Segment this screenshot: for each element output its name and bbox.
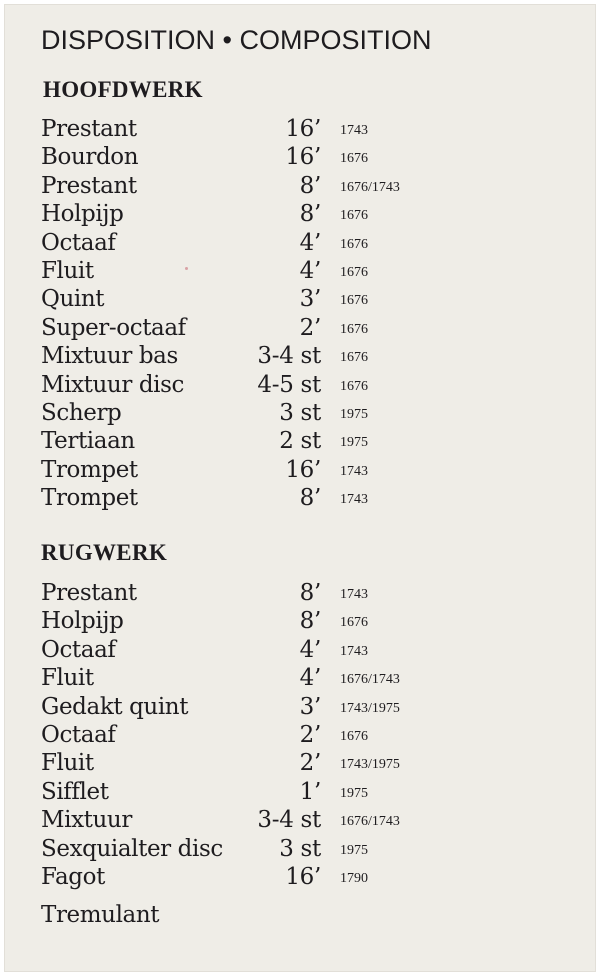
stop-pitch: 4’: [299, 665, 321, 692]
stop-year: 1676: [340, 208, 368, 224]
stop-year: 1743/1975: [340, 757, 400, 773]
stop-name: Tertiaan: [41, 428, 135, 455]
stop-row: [5, 371, 595, 399]
stop-name: Fagot: [41, 864, 105, 890]
stop-pitch: 8’: [299, 580, 321, 606]
stop-name: Prestant: [41, 580, 137, 606]
stop-name: Quint: [41, 286, 105, 313]
page-title: DISPOSITION • COMPOSITION: [41, 25, 432, 55]
stop-pitch: 3’: [299, 693, 321, 720]
stop-year: 1743/1975: [340, 700, 400, 716]
stop-row: [5, 257, 595, 285]
stop-name: Mixtuur: [41, 807, 132, 834]
stop-pitch: 3 st: [279, 400, 321, 426]
stop-pitch: 4’: [299, 229, 321, 256]
stop-name: Gedakt quint: [41, 693, 189, 720]
stop-year: 1743: [340, 587, 368, 602]
stop-year: 1676: [340, 378, 368, 394]
stop-pitch: 2’: [299, 750, 321, 777]
stop-name: Scherp: [41, 400, 122, 426]
stop-year: 1676: [340, 729, 368, 744]
stop-name: Trompet: [41, 456, 138, 483]
stop-year: 1743: [340, 492, 368, 508]
stop-row: [5, 721, 595, 749]
stop-name: Octaaf: [41, 722, 116, 748]
stop-row: [5, 399, 595, 427]
stop-row: [5, 579, 595, 607]
stop-year: 1743: [340, 123, 368, 138]
stop-year: 1676: [340, 151, 368, 167]
section-heading-rugwerk: RUGWERK: [41, 540, 168, 565]
stop-row: [5, 200, 595, 228]
stop-row: [5, 115, 595, 143]
stop-name: Mixtuur disc: [41, 371, 185, 398]
stop-row: [5, 143, 595, 171]
stop-year: 1676/1743: [340, 179, 400, 195]
stop-name: Fluit: [41, 665, 94, 692]
stop-year: 1743: [340, 643, 368, 659]
stop-year: 1676: [340, 350, 368, 366]
booklet-page: [4, 4, 596, 972]
stop-pitch: 2’: [299, 314, 321, 341]
stop-pitch: 16’: [285, 116, 321, 142]
stop-row: [5, 863, 595, 891]
stop-name: Octaaf: [41, 636, 116, 663]
stop-name: Fluit: [41, 750, 94, 777]
stop-pitch: 1’: [299, 778, 321, 805]
stop-row: [5, 693, 595, 721]
stop-pitch: 8’: [299, 201, 321, 228]
stop-year: 1790: [340, 871, 368, 886]
stop-year: 1676: [340, 293, 368, 309]
stop-year: 1975: [340, 785, 368, 801]
stop-year: 1676: [340, 265, 368, 280]
stop-pitch: 3-4 st: [257, 807, 321, 834]
stop-row: [5, 172, 595, 200]
stop-row: [5, 607, 595, 635]
stop-row: [5, 835, 595, 863]
stop-year: 1975: [340, 407, 368, 422]
stop-row: [5, 778, 595, 806]
stop-name: Mixtuur bas: [41, 343, 178, 370]
section-heading-hoofdwerk: HOOFDWERK: [43, 77, 203, 102]
stop-row: [5, 636, 595, 664]
stop-year: 1676/1743: [340, 672, 400, 688]
stop-row: [5, 342, 595, 370]
stop-pitch: 16’: [285, 144, 321, 171]
stop-pitch: 4’: [299, 258, 321, 284]
stop-row: [5, 484, 595, 512]
stop-name: Sifflet: [41, 778, 109, 805]
stop-row: [5, 749, 595, 777]
stop-name: Octaaf: [41, 229, 116, 256]
stop-name: Bourdon: [41, 144, 139, 171]
stop-name: Prestant: [41, 116, 137, 142]
stop-pitch: 4-5 st: [257, 371, 321, 398]
stop-name: Holpijp: [41, 201, 124, 228]
stop-pitch: 3-4 st: [257, 343, 321, 370]
stop-year: 1676: [340, 236, 368, 252]
stop-name: Trompet: [41, 485, 138, 512]
stop-row: [5, 229, 595, 257]
stop-pitch: 16’: [285, 864, 321, 890]
stop-row: [5, 285, 595, 313]
stop-pitch: 4’: [299, 636, 321, 663]
stop-pitch: 3 st: [279, 835, 321, 862]
stop-pitch: 8’: [299, 608, 321, 635]
stop-name: Holpijp: [41, 608, 124, 635]
stop-row: [5, 806, 595, 834]
stop-name: Super-octaaf: [41, 314, 186, 341]
stop-year: 1676: [340, 321, 368, 337]
stop-name: Sexquialter disc: [41, 835, 223, 862]
stop-row: [5, 314, 595, 342]
stop-pitch: 2’: [299, 722, 321, 748]
stop-year: 1975: [340, 842, 368, 858]
stop-pitch: 8’: [299, 172, 321, 199]
stop-name: Prestant: [41, 172, 137, 199]
stop-pitch: 8’: [299, 485, 321, 512]
stop-pitch: 3’: [299, 286, 321, 313]
stop-year: 1676: [340, 615, 368, 631]
stop-name: Fluit: [41, 258, 94, 284]
stop-year: 1743: [340, 463, 368, 479]
stop-row: [5, 456, 595, 484]
stop-row: [5, 664, 595, 692]
stop-row: [5, 427, 595, 455]
stop-pitch: 16’: [285, 456, 321, 483]
tremulant-label: Tremulant: [41, 902, 160, 928]
stop-year: 1975: [340, 435, 368, 451]
stop-year: 1676/1743: [340, 814, 400, 830]
stop-pitch: 2 st: [279, 428, 321, 455]
